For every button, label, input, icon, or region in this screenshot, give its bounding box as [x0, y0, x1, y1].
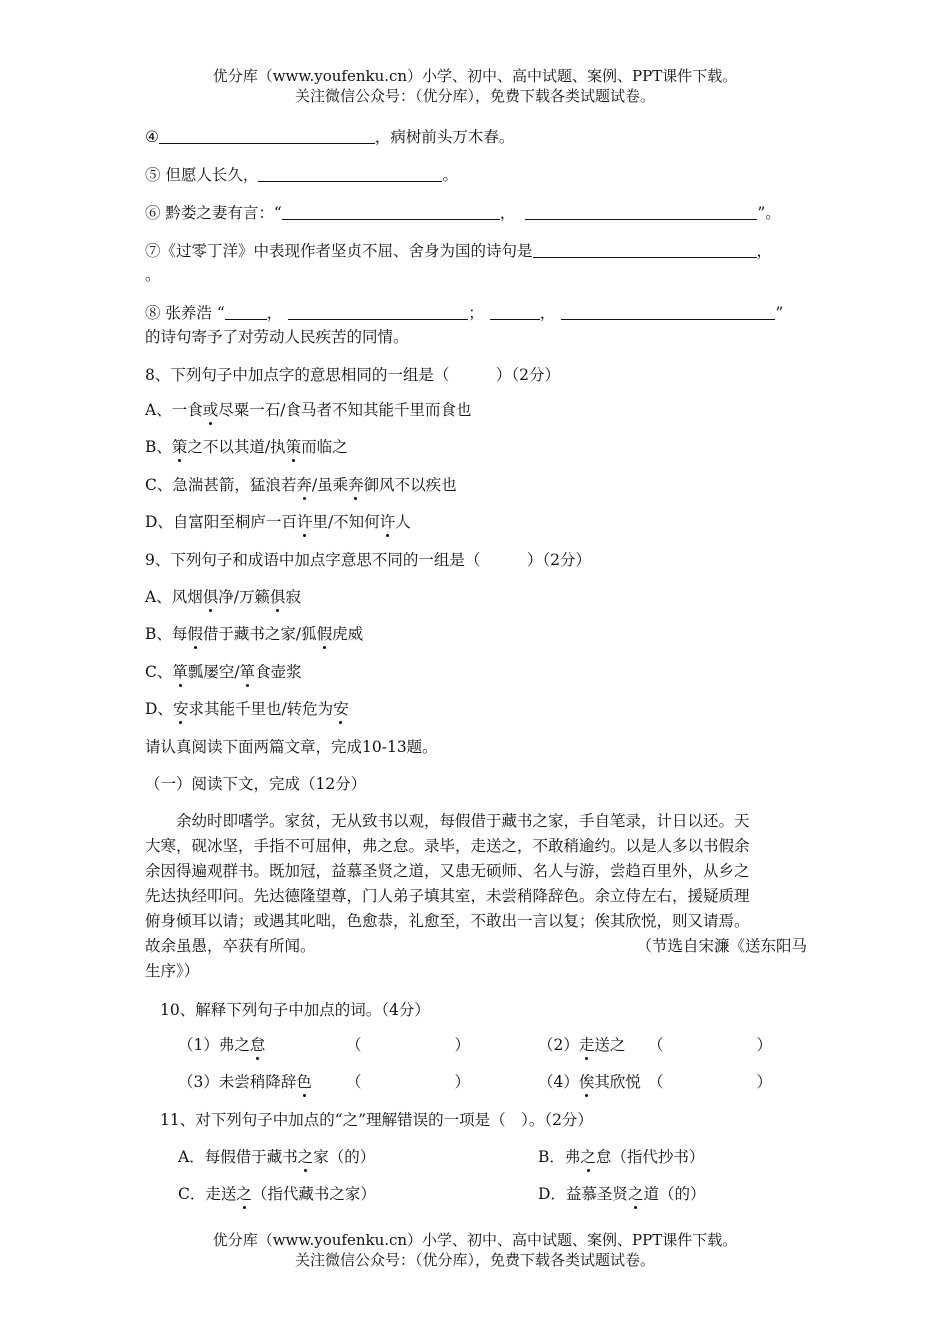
- q8-a-pre: A、一食: [145, 401, 203, 419]
- q10-item-1: [178, 1034, 265, 1056]
- fill-q4-tail: ，病树前头万木春。: [374, 128, 515, 146]
- q10-answer-2[interactable]: （ ）: [648, 1036, 773, 1054]
- reading-intro: 请认真阅读下面两篇文章，完成10-13题。: [145, 738, 438, 756]
- fill-q4-num: ④: [145, 128, 159, 146]
- answer-blank[interactable]: [258, 165, 442, 182]
- fill-q7-tail: ，: [756, 242, 773, 260]
- q10-answer-4[interactable]: （ ）: [648, 1073, 773, 1091]
- q8-d-post: 人: [395, 513, 411, 531]
- q9-b-pre: B、每: [145, 625, 188, 643]
- dotted-char: 走: [578, 1036, 595, 1054]
- fill-q7: [145, 240, 772, 262]
- dotted-char: 假: [316, 625, 333, 643]
- q11-c-post: （指代藏书之家）: [251, 1185, 376, 1203]
- passage-line: 故余虽愚，卒获有所闻。: [145, 937, 316, 955]
- answer-blank[interactable]: [490, 303, 540, 320]
- q10-item-3: [178, 1071, 312, 1093]
- q11-c-pre: C．走送: [178, 1185, 237, 1203]
- reading-part1-title: （一）阅读下文，完成（12分）: [145, 775, 367, 793]
- fill-q8-head: ⑧ 张养浩 “: [145, 304, 225, 322]
- q11-b-pre: B．弗: [538, 1148, 581, 1166]
- q8-d-pre: D、自富阳至桐庐一百: [145, 513, 297, 531]
- q9-stem: 9、下列句子和成语中加点字意思不同的一组是（ ）（2分）: [145, 551, 591, 569]
- q8-option-a: [145, 399, 471, 421]
- answer-blank[interactable]: [225, 303, 267, 320]
- fill-q6-tail: ”。: [757, 204, 781, 222]
- dotted-char: 策: [285, 438, 302, 456]
- q11-option-c: [178, 1183, 376, 1205]
- q10-answer-3[interactable]: （ ）: [346, 1073, 471, 1091]
- q9-b-post: 虎威: [332, 625, 364, 643]
- dotted-char: 之: [627, 1185, 644, 1203]
- q10-i2-post: 送之: [594, 1036, 626, 1054]
- q11-option-b: [538, 1146, 704, 1168]
- fill-q5-tail: 。: [442, 166, 458, 184]
- fill-q6-head: ⑥ 黔娄之妻有言：“: [145, 204, 282, 222]
- q8-option-d: [145, 511, 411, 533]
- dotted-char: 奔: [296, 476, 312, 494]
- fill-q6-mid: ，: [499, 204, 516, 222]
- q9-a-pre: A、风烟: [145, 588, 203, 606]
- q11-stem: 11、对下列句子中加点的“之”理解错误的一项是（ ）。（2分）: [160, 1111, 593, 1129]
- dotted-char: 箪: [172, 663, 188, 681]
- dotted-char: 怠: [249, 1036, 266, 1054]
- q9-option-d: [145, 698, 349, 720]
- q11-d-post: 道（的）: [643, 1185, 706, 1203]
- fill-q8-c2: ；: [468, 304, 484, 322]
- dotted-char: 假: [187, 625, 203, 643]
- q8-c-post: 御风不以疾也: [363, 476, 457, 494]
- fill-q4: [145, 126, 514, 148]
- footer-line-1: 优分库（www.youfenku.cn）小学、初中、高中试题、案例、PPT课件下载。: [212, 1231, 738, 1249]
- q8-c-pre: C、急湍甚箭，猛浪若: [145, 476, 297, 494]
- q8-b-post: 而临之: [301, 438, 348, 456]
- q11-option-a: [178, 1146, 375, 1168]
- fill-q8: [145, 302, 783, 324]
- dotted-char: 许: [296, 513, 313, 531]
- q11-d-pre: D．益慕圣贤: [538, 1185, 628, 1203]
- fill-q8-c1: ，: [266, 304, 283, 322]
- passage-last-line: [145, 934, 807, 959]
- footer-line-2: 关注微信公众号：（优分库），免费下载各类试题试卷。: [294, 1251, 655, 1269]
- q8-b-mid: 之不以其道/执: [187, 438, 286, 456]
- q10-stem: 10、解释下列句子中加点的词。（4分）: [160, 1001, 430, 1019]
- fill-q8-tail: ”: [775, 304, 784, 322]
- passage-line: 余因得遍观群书。既加冠，益慕圣贤之道，又患无硕师、名人与游，尝趋百里外，从乡之: [145, 862, 750, 880]
- q9-d-mid: 求其能千里也/转危为: [188, 700, 334, 718]
- dotted-char: 之: [580, 1148, 596, 1166]
- q11-a-pre: A．每假借于藏书: [178, 1148, 298, 1166]
- q9-option-b: [145, 623, 363, 645]
- passage-line: 余幼时即嗜学。家贫，无从致书以观，每假借于藏书之家，手自笔录，计日以还。天: [145, 812, 750, 830]
- q10-item-4: [538, 1071, 641, 1093]
- q10-i4-post: 其欣悦: [594, 1073, 641, 1091]
- answer-blank[interactable]: [288, 303, 468, 320]
- q8-b-pre: B、: [145, 438, 172, 456]
- dotted-char: 俱: [269, 588, 286, 606]
- fill-q5-head: ⑤ 但愿人长久，: [145, 166, 259, 184]
- q8-option-c: [145, 474, 457, 496]
- dotted-char: 色: [296, 1073, 312, 1091]
- fill-q8-cont: 的诗句寄予了对劳动人民疾苦的同情。: [145, 328, 409, 346]
- passage-line: 先达执经叩问。先达德隆望尊，门人弟子填其室，未尝稍降辞色。余立侍左右，援疑质理: [145, 887, 750, 905]
- answer-blank[interactable]: [533, 241, 757, 258]
- q8-stem: 8、下列句子中加点字的意思相同的一组是（ ）（2分）: [145, 366, 560, 384]
- q10-i4-pre: （4）: [538, 1073, 579, 1091]
- passage-source-cont: 生序》）: [145, 962, 200, 980]
- answer-blank[interactable]: [525, 203, 757, 220]
- header-line-2: 关注微信公众号：（优分库），免费下载各类试题试卷。: [294, 87, 655, 105]
- q9-a-post: 寂: [285, 588, 301, 606]
- passage-source: （节选自宋濂《送东阳马: [636, 937, 807, 955]
- header-line-1: 优分库（www.youfenku.cn）小学、初中、高中试题、案例、PPT课件下载。: [212, 67, 738, 85]
- fill-q8-c3: ，: [539, 304, 556, 322]
- fill-q5: [145, 164, 458, 186]
- q8-c-mid: /虽乘: [311, 476, 349, 494]
- dotted-char: 之: [297, 1148, 314, 1166]
- dotted-char: 许: [379, 513, 396, 531]
- q10-i2-pre: （2）: [538, 1036, 579, 1054]
- q11-b-post: 怠（指代抄书）: [595, 1148, 705, 1166]
- dotted-char: 俟: [578, 1073, 595, 1091]
- passage-line: 大寒，砚冰坚，手指不可屈伸，弗之怠。录毕，走送之，不敢稍逾约。以是人多以书假余: [145, 837, 750, 855]
- dotted-char: 之: [236, 1185, 252, 1203]
- q11-a-post: 家（的）: [313, 1148, 376, 1166]
- fill-q7-head: ⑦《过零丁洋》中表现作者坚贞不屈、舍身为国的诗句是: [145, 242, 533, 260]
- q10-i3-pre: （3）未尝稍降辞: [178, 1073, 297, 1091]
- dotted-char: 奔: [348, 476, 364, 494]
- q8-d-mid: 里/不知何: [312, 513, 380, 531]
- dotted-char: 安: [333, 700, 349, 718]
- q9-d-pre: D、: [145, 700, 173, 718]
- q9-c-post: 食壶浆: [255, 663, 302, 681]
- q10-item-2: [538, 1034, 625, 1056]
- q9-option-c: [145, 661, 302, 683]
- fill-q7-cont: 。: [145, 266, 161, 284]
- q8-a-post: 尽粟一石/食马者不知其能千里而食也: [218, 401, 472, 419]
- answer-blank[interactable]: [561, 303, 775, 320]
- q9-c-mid: 瓢屡空/: [187, 663, 240, 681]
- passage-line: 俯身倾耳以请；或遇其叱咄，色愈恭，礼愈至，不敢出一言以复；俟其欣悦，则又请焉。: [145, 912, 750, 930]
- q11-option-d: [538, 1183, 705, 1205]
- fill-q6: [145, 202, 781, 224]
- dotted-char: 策: [171, 438, 188, 456]
- q9-c-pre: C、: [145, 663, 173, 681]
- q9-option-a: [145, 586, 301, 608]
- dotted-char: 或: [202, 401, 219, 419]
- q9-b-mid: 借于藏书之家/狐: [202, 625, 317, 643]
- reading-passage: [145, 809, 807, 984]
- q8-option-b: [145, 436, 348, 458]
- answer-blank[interactable]: [282, 203, 500, 220]
- answer-blank[interactable]: [159, 127, 375, 144]
- q9-a-mid: 净/万籁: [218, 588, 270, 606]
- q10-i1-pre: （1）弗之: [178, 1036, 250, 1054]
- dotted-char: 箪: [239, 663, 256, 681]
- q10-answer-1[interactable]: （ ）: [346, 1036, 471, 1054]
- dotted-char: 俱: [202, 588, 219, 606]
- dotted-char: 安: [172, 700, 189, 718]
